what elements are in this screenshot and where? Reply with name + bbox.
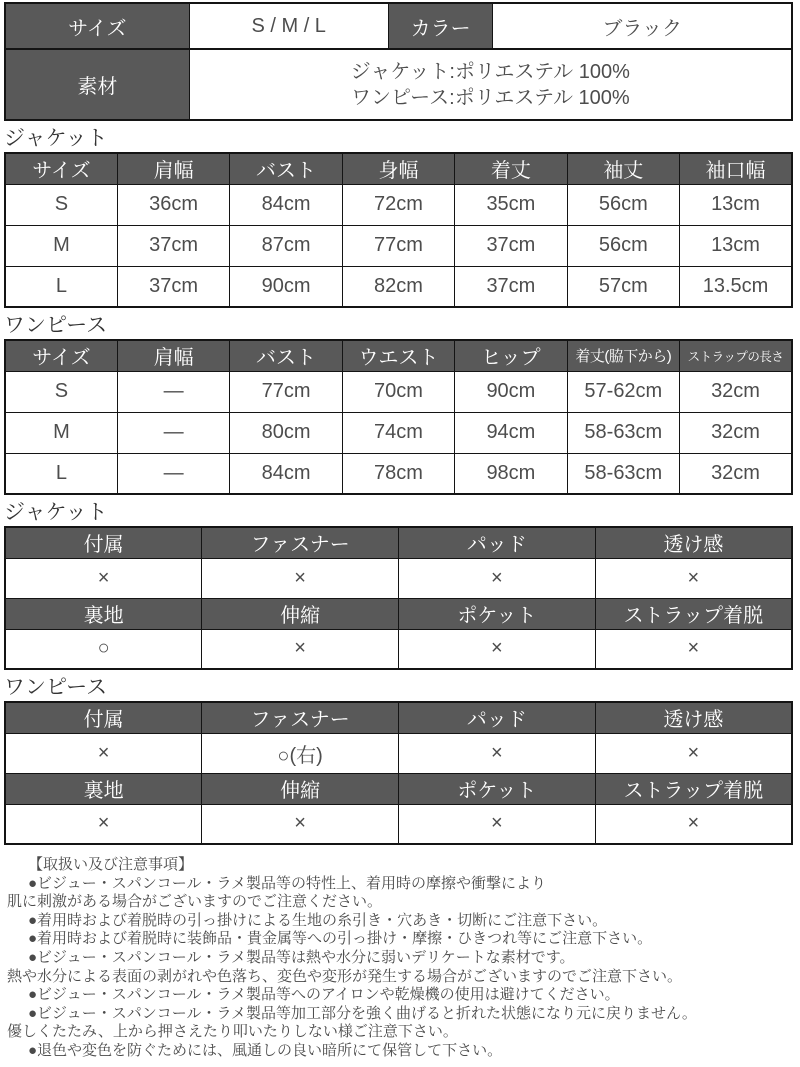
column-header: ヒップ <box>455 340 567 371</box>
measurement-cell: 57-62cm <box>567 371 679 412</box>
onepiece-measurements-table <box>4 339 793 495</box>
spec-header: 伸縮 <box>202 598 399 629</box>
measurement-cell: 13cm <box>680 225 792 266</box>
measurement-cell: 32cm <box>680 453 792 494</box>
measurement-cell: 78cm <box>342 453 454 494</box>
care-notes <box>4 856 793 1061</box>
column-header: ストラップの長さ <box>680 340 792 371</box>
table-row <box>5 453 792 494</box>
measurement-cell: 72cm <box>342 184 454 225</box>
spec-value: × <box>5 558 202 598</box>
measurement-cell: ― <box>117 412 229 453</box>
spec-header: 透け感 <box>595 702 792 733</box>
spec-header: ストラップ着脱 <box>595 598 792 629</box>
spec-header: 裏地 <box>5 598 202 629</box>
spec-header: パッド <box>399 527 596 558</box>
jacket-measurements-table <box>4 152 793 308</box>
spec-header: ストラップ着脱 <box>595 773 792 804</box>
column-header: 肩幅 <box>117 153 229 184</box>
spec-value: × <box>595 804 792 844</box>
table-header-row <box>5 527 792 558</box>
measurement-cell: 56cm <box>567 225 679 266</box>
spec-value: ○(右) <box>202 733 399 773</box>
onepiece-specs-table <box>4 701 793 845</box>
material-line-jacket: ジャケット:ポリエステル 100% <box>350 60 630 83</box>
measurement-cell: 84cm <box>230 184 342 225</box>
care-note-line: 熱や水分による表面の剥がれや色落ち、変色や変形が発生する場合がございますのでご注意下さい。 <box>7 967 683 985</box>
product-info-table <box>4 2 793 121</box>
material-label: 素材 <box>5 49 189 120</box>
size-cell: S <box>5 371 117 412</box>
measurement-cell: 37cm <box>117 225 229 266</box>
column-header: サイズ <box>5 153 117 184</box>
measurement-cell: 35cm <box>455 184 567 225</box>
jacket-specs-title: ジャケット <box>4 501 108 524</box>
spec-value: × <box>399 629 596 669</box>
material-value <box>189 49 792 120</box>
measurement-cell: 90cm <box>455 371 567 412</box>
color-value: ブラック <box>493 3 792 49</box>
table-header-row <box>5 773 792 804</box>
measurement-cell: 37cm <box>455 266 567 307</box>
measurement-cell: 56cm <box>567 184 679 225</box>
size-cell: M <box>5 412 117 453</box>
measurement-cell: 94cm <box>455 412 567 453</box>
column-header: 袖口幅 <box>680 153 792 184</box>
spec-value: × <box>202 804 399 844</box>
table-row <box>5 184 792 225</box>
spec-header: 裏地 <box>5 773 202 804</box>
spec-header: 透け感 <box>595 527 792 558</box>
care-note-line: ●ビジュー・スパンコール・ラメ製品等の特性上、着用時の摩擦や衝撃により <box>28 874 547 892</box>
measurement-cell: 13cm <box>680 184 792 225</box>
spec-header: ファスナー <box>202 527 399 558</box>
material-line-onepiece: ワンピース:ポリエステル 100% <box>350 86 630 109</box>
measurement-cell: 90cm <box>230 266 342 307</box>
spec-header: パッド <box>399 702 596 733</box>
measurement-cell: 98cm <box>455 453 567 494</box>
measurement-cell: 36cm <box>117 184 229 225</box>
onepiece-measurements-title: ワンピース <box>4 314 108 337</box>
measurement-cell: 32cm <box>680 412 792 453</box>
spec-header: ポケット <box>399 598 596 629</box>
measurement-cell: 87cm <box>230 225 342 266</box>
size-label: サイズ <box>5 3 189 49</box>
measurement-cell: 80cm <box>230 412 342 453</box>
table-row <box>5 266 792 307</box>
table-row <box>5 804 792 844</box>
measurement-cell: 57cm <box>567 266 679 307</box>
size-cell: S <box>5 184 117 225</box>
measurement-cell: 58-63cm <box>567 453 679 494</box>
spec-value: × <box>202 558 399 598</box>
measurement-cell: 32cm <box>680 371 792 412</box>
table-row <box>5 629 792 669</box>
spec-value: × <box>399 733 596 773</box>
measurement-cell: 77cm <box>342 225 454 266</box>
spec-value: × <box>202 629 399 669</box>
table-header-row <box>5 153 792 184</box>
measurement-cell: 13.5cm <box>680 266 792 307</box>
care-note-line: 肌に刺激がある場合がございますのでご注意ください。 <box>7 893 383 911</box>
column-header: 身幅 <box>342 153 454 184</box>
measurement-cell: 84cm <box>230 453 342 494</box>
measurement-cell: 37cm <box>117 266 229 307</box>
spec-value: × <box>5 733 202 773</box>
jacket-specs-table <box>4 526 793 670</box>
column-header: 着丈 <box>455 153 567 184</box>
care-note-line: ●ビジュー・スパンコール・ラメ製品等は熱や水分に弱いデリケートな素材です。 <box>28 948 575 966</box>
table-row <box>5 225 792 266</box>
spec-header: ファスナー <box>202 702 399 733</box>
care-note-line: ●ビジュー・スパンコール・ラメ製品等へのアイロンや乾燥機の使用は避けてください。 <box>28 986 620 1004</box>
spec-value: × <box>595 733 792 773</box>
size-cell: L <box>5 266 117 307</box>
table-row <box>5 558 792 598</box>
column-header: バスト <box>230 153 342 184</box>
table-header-row <box>5 340 792 371</box>
table-row <box>5 733 792 773</box>
measurement-cell: 70cm <box>342 371 454 412</box>
care-note-line: ●退色や変色を防ぐためには、風通しの良い暗所にて保管して下さい。 <box>28 1041 503 1059</box>
spec-value: × <box>595 629 792 669</box>
spec-value: × <box>5 804 202 844</box>
column-header: サイズ <box>5 340 117 371</box>
column-header: 袖丈 <box>567 153 679 184</box>
column-header: 肩幅 <box>117 340 229 371</box>
measurement-cell: ― <box>117 453 229 494</box>
measurement-cell: 37cm <box>455 225 567 266</box>
measurement-cell: 74cm <box>342 412 454 453</box>
measurement-cell: ― <box>117 371 229 412</box>
spec-header: 付属 <box>5 702 202 733</box>
column-header: ウエスト <box>342 340 454 371</box>
table-row <box>5 412 792 453</box>
size-cell: L <box>5 453 117 494</box>
size-cell: M <box>5 225 117 266</box>
spec-value: × <box>399 558 596 598</box>
size-value: S / M / L <box>189 3 388 49</box>
spec-value: × <box>595 558 792 598</box>
measurement-cell: 77cm <box>230 371 342 412</box>
table-header-row <box>5 702 792 733</box>
care-note-line: ●ビジュー・スパンコール・ラメ製品等加工部分を強く曲げると折れた状態になり元に戻りません。 <box>28 1004 697 1022</box>
care-notes-title: 【取扱い及び注意事項】 <box>28 856 194 873</box>
onepiece-specs-title: ワンピース <box>4 676 108 699</box>
column-header: バスト <box>230 340 342 371</box>
column-header: 着丈(脇下から) <box>567 340 679 371</box>
table-header-row <box>5 598 792 629</box>
color-label: カラー <box>388 3 493 49</box>
spec-header: 伸縮 <box>202 773 399 804</box>
care-note-line: 優しくたたみ、上から押さえたり叩いたりしない様ご注意下さい。 <box>7 1023 458 1041</box>
spec-value: ○ <box>5 629 202 669</box>
care-note-line: ●着用時および着脱時に装飾品・貴金属等への引っ掛け・摩擦・ひきつれ等にご注意下さい。 <box>28 930 653 948</box>
spec-header: ポケット <box>399 773 596 804</box>
measurement-cell: 58-63cm <box>567 412 679 453</box>
measurement-cell: 82cm <box>342 266 454 307</box>
spec-value: × <box>399 804 596 844</box>
table-row <box>5 371 792 412</box>
care-note-line: ●着用時および着脱時の引っ掛けによる生地の糸引き・穴あき・切断にご注意下さい。 <box>28 911 608 929</box>
jacket-measurements-title: ジャケット <box>4 127 108 150</box>
spec-header: 付属 <box>5 527 202 558</box>
